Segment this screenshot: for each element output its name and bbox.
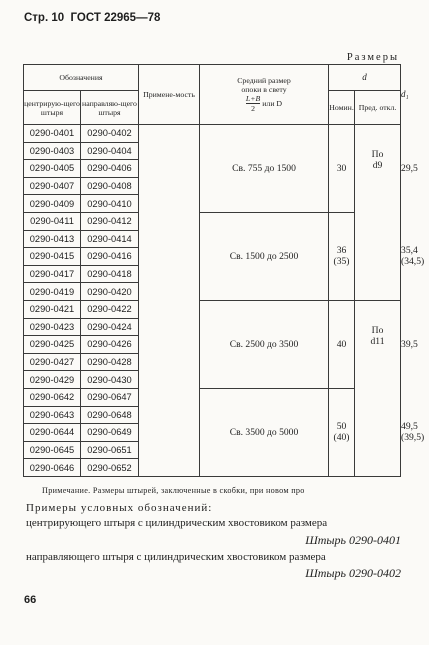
guiding-code: 0290-0408 [81, 177, 139, 195]
tolerance-header: Пред. откл. [355, 91, 401, 125]
size-range: Св. 1500 до 2500 [200, 212, 329, 300]
guiding-code: 0290-0410 [81, 195, 139, 213]
size-range: Св. 2500 до 3500 [200, 300, 329, 388]
centering-code: 0290-0405 [24, 160, 81, 178]
centering-code: 0290-0417 [24, 265, 81, 283]
guiding-code: 0290-0430 [81, 371, 139, 389]
example-code-1: Штырь 0290-0401 [305, 533, 401, 547]
centering-code: 0290-0421 [24, 300, 81, 318]
size-range: Св. 3500 до 5000 [200, 388, 329, 476]
d-nominal: 30 [329, 125, 355, 213]
mean-size-numerator: L+B [245, 94, 261, 103]
guiding-code: 0290-0406 [81, 160, 139, 178]
page-header [24, 12, 160, 24]
designation-header: Обозначения [24, 65, 139, 91]
guiding-code: 0290-0424 [81, 318, 139, 336]
guiding-code: 0290-0402 [81, 125, 139, 143]
centering-code: 0290-0425 [24, 336, 81, 354]
standard-id: ГОСТ 22965—78 [70, 12, 161, 24]
centering-code: 0290-0427 [24, 353, 81, 371]
centering-code: 0290-0419 [24, 283, 81, 301]
example-code-2: Штырь 0290-0402 [305, 566, 401, 580]
centering-code: 0290-0429 [24, 371, 81, 389]
table-row: 0290-0642 0290-0647 Св. 3500 до 5000 50 (40) 49,5 (39,5) [24, 388, 401, 406]
guiding-code: 0290-0648 [81, 406, 139, 424]
centering-code: 0290-0411 [24, 212, 81, 230]
application-cell [139, 125, 200, 477]
mean-size-line1: Средний размер [237, 76, 291, 85]
centering-code: 0290-0403 [24, 142, 81, 160]
mean-size-header [200, 65, 329, 125]
guiding-code: 0290-0418 [81, 265, 139, 283]
dimensions-table: Обозначения Примене-мость Средний размер опоки в свету $\frac{L+B}{2}$ или D d d₁ центрирую-щего штыря направляю-щего штыря Номин. Пред. откл. 0290-0401 0290-0402 Св. 755 до 1500 30 По d9 29,5 0290-0403 0290-0404 0290-0405 0290-0406 0290-0407 0290-0408 0290-0409 0290-0410 0290-0411 0290-0412 Св. 1500 до 2500 36 (35) 35,4 (34,5) 0290-0413 0290-0414 0290-0415 0290-0416 0290-0417 0290-0418 0290-0419 0290-0420 0290-0421 0290-0422 Св. 2500 до 3500 40 По d11 39,5 0290-0423 0290-0424 0290-0425 0290-0426 0290-0427 0290-0428 0290-0429 0290-0430 0290-0642 0290-0647 Св. 3500 до 5000 50 (40) 49,5 (39,5) 0290-0643 0290-0648 0290-0644 0290-0649 0290-0645 0290-0651 0290-0646 0290-0652 [23, 64, 401, 477]
guiding-code: 0290-0416 [81, 248, 139, 266]
guiding-code: 0290-0414 [81, 230, 139, 248]
mean-size-or: или D [262, 99, 283, 108]
mean-size-denominator: 2 [251, 104, 256, 113]
guiding-code: 0290-0422 [81, 300, 139, 318]
page-number: 66 [24, 594, 37, 606]
centering-code: 0290-0643 [24, 406, 81, 424]
guiding-code: 0290-0652 [81, 459, 139, 477]
nominal-header: Номин. [329, 91, 355, 125]
guiding-code: 0290-0428 [81, 353, 139, 371]
mean-size-line2: опоки в свету [241, 85, 287, 94]
centering-code: 0290-0415 [24, 248, 81, 266]
centering-code: 0290-0646 [24, 459, 81, 477]
example-line-2: направляющего штыря с цилиндрическим хвостовиком размера [26, 551, 326, 563]
d-nominal: 40 [329, 300, 355, 388]
guiding-code: 0290-0412 [81, 212, 139, 230]
d-nominal: 50 (40) [329, 388, 355, 476]
d-header: d [329, 65, 401, 91]
centering-code: 0290-0423 [24, 318, 81, 336]
guiding-code: 0290-0649 [81, 424, 139, 442]
examples-title: Примеры условных обозначений: [26, 502, 213, 514]
centering-code: 0290-0645 [24, 441, 81, 459]
centering-code: 0290-0401 [24, 125, 81, 143]
centering-code: 0290-0642 [24, 388, 81, 406]
table-row: 0290-0411 0290-0412 Св. 1500 до 2500 36 (35) 35,4 (34,5) [24, 212, 401, 230]
centering-code: 0290-0407 [24, 177, 81, 195]
table-row: 0290-0401 0290-0402 Св. 755 до 1500 30 По d9 29,5 [24, 125, 401, 143]
centering-header: центрирую-щего штыря [24, 91, 81, 125]
note-text: Примечание. Размеры штырей, заключенные в скобки, при новом про [42, 486, 305, 495]
d-nominal: 36 (35) [329, 212, 355, 300]
guiding-header: направляю-щего штыря [81, 91, 139, 125]
guiding-code: 0290-0420 [81, 283, 139, 301]
guiding-code: 0290-0647 [81, 388, 139, 406]
table-row: 0290-0421 0290-0422 Св. 2500 до 3500 40 По d11 39,5 [24, 300, 401, 318]
centering-code: 0290-0409 [24, 195, 81, 213]
centering-code: 0290-0413 [24, 230, 81, 248]
centering-code: 0290-0644 [24, 424, 81, 442]
dimensions-label: Размеры [346, 52, 399, 63]
size-range: Св. 755 до 1500 [200, 125, 329, 213]
page-label: Стр. 10 [24, 12, 65, 24]
application-header: Примене-мость [139, 65, 200, 125]
d-tolerance: По d11 [355, 300, 401, 476]
example-line-1: центрирующего штыря с цилиндрическим хвостовиком размера [26, 517, 328, 529]
guiding-code: 0290-0404 [81, 142, 139, 160]
guiding-code: 0290-0426 [81, 336, 139, 354]
guiding-code: 0290-0651 [81, 441, 139, 459]
d-tolerance: По d9 [355, 125, 401, 301]
